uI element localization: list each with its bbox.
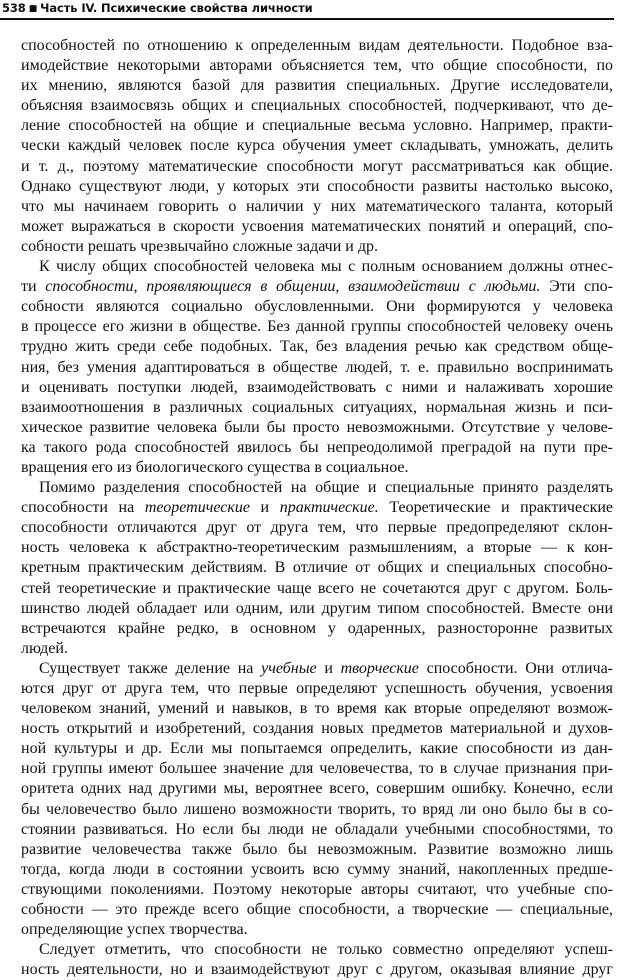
text-line: [21, 36, 613, 56]
text-line: [21, 438, 613, 458]
text-segment: может выражаться в скорости усвоения математических понятий и операций, спо-: [21, 217, 613, 235]
paragraph: [21, 478, 613, 659]
text-segment: собности являются социально обусловленными. Они формируются у человека: [21, 298, 613, 316]
text-segment: ния, без умения адаптироваться в обществе людей, т. е. правильно воспринимать: [21, 358, 613, 376]
text-line: [21, 217, 613, 237]
text-line: [21, 257, 613, 277]
text-line: [21, 237, 613, 257]
text-line: [21, 277, 613, 297]
text-segment: ти: [21, 278, 46, 296]
text-line: [21, 820, 613, 840]
text-line: [21, 136, 613, 156]
text-line: [21, 800, 613, 820]
text-line: [21, 639, 613, 659]
text-segment: определяющие успех творчества.: [21, 921, 248, 939]
text-line: [21, 960, 613, 980]
text-line: [21, 739, 613, 759]
text-line: [21, 56, 613, 76]
text-segment: Теоретические и практические: [378, 499, 613, 517]
italic-term: учебные: [261, 659, 317, 677]
text-line: [21, 659, 613, 679]
text-line: [21, 96, 613, 116]
text-segment: ка такого рода способностей явилось бы непреодолимой преградой на пути пре-: [21, 438, 613, 456]
text-line: [21, 599, 613, 619]
text-segment: чески каждый человек после курса обучения умеет складывать, умножать, делить: [21, 137, 613, 155]
text-line: [21, 378, 613, 398]
text-segment: ность открытий и изобретений, создания новых предметов материальной и духов-: [21, 720, 613, 738]
text-line: [21, 337, 613, 357]
text-line: [21, 76, 613, 96]
text-segment: их мнению, являются базой для развития специальных. Другие исследователи,: [21, 77, 613, 95]
text-segment: человеком знаний, умений и навыков, в то время как вторые определяют возмож-: [21, 700, 613, 718]
text-line: [21, 719, 613, 739]
text-line: [21, 197, 613, 217]
text-line: [21, 619, 613, 639]
text-line: [21, 458, 613, 478]
paragraph: [21, 36, 613, 257]
separator-square-icon: ■: [28, 4, 38, 14]
text-segment: Следует отметить, что способности не только совместно определяют успеш-: [39, 941, 613, 959]
text-segment: вращения его из биологического существа в социальное.: [21, 458, 409, 476]
text-line: [21, 157, 613, 177]
text-segment: Помимо разделения способностей на общие и специальные принято разделять: [39, 479, 613, 497]
text-segment: в процессе его жизни в обществе. Без данной группы способностей человеку очень: [21, 318, 613, 336]
paragraph: [21, 940, 613, 980]
text-segment: стоянии развиваться. Но если бы люди не обладали учебными способностями, то: [21, 820, 613, 838]
text-line: [21, 398, 613, 418]
paragraph: [21, 257, 613, 478]
text-line: [21, 779, 613, 799]
text-segment: кретным практическим действиям. В отличие от общих и специальных способно-: [21, 559, 613, 577]
header-rule: [0, 18, 614, 20]
text-segment: способности отличаются друг от друга тем, что первые предопределяют склон-: [21, 519, 613, 537]
text-segment: ной культуры и др. Если мы попытаемся определить, какие способности из дан-: [21, 740, 613, 758]
text-segment: взаимоотношения в различных социальных ситуациях, нормальная жизнь и пси-: [21, 398, 613, 416]
text-segment: Существует также деление на: [39, 659, 262, 677]
text-segment: тогда, когда люди в состоянии усвоить всю сумму знаний, накопленных предше-: [21, 860, 613, 878]
running-head: [2, 0, 614, 17]
text-segment: Эти спо-: [540, 278, 613, 296]
text-segment: оритета одних над другими мы, вероятнее всего, совершим ошибку. Конечно, если: [21, 780, 613, 798]
text-line: [21, 840, 613, 860]
part-title: Часть IV. Психические свойства личности: [40, 1, 313, 15]
text-segment: ность деятельности, но и взаимодействуют друг с другом, оказывая влияние друг: [21, 961, 613, 979]
italic-term: способности, проявляющиеся в общении, взаимодействии с людьми.: [45, 278, 541, 296]
text-segment: собности решать чрезвычайно сложные задачи и др.: [21, 237, 378, 255]
text-segment: ствующими поколениями. Поэтому некоторые авторы считают, что учебные спо-: [21, 880, 613, 898]
text-line: [21, 920, 613, 940]
text-segment: хическое развитие человека были бы просто невозможными. Отсутствие у челове-: [21, 418, 613, 436]
text-line: [21, 418, 613, 438]
text-segment: имодействие некоторыми авторами объясняется тем, что общие способности, по: [21, 57, 613, 75]
text-line: [21, 297, 613, 317]
text-segment: и: [316, 659, 341, 677]
text-segment: ление способностей на общие и специальные весьма условно. Например, практи-: [21, 117, 613, 135]
text-segment: ются друг от друга тем, что первые определяют успешность обучения, усвоения: [21, 680, 613, 697]
text-segment: трудно жить среди себе подобных. Так, без владения речью как средством обще-: [21, 338, 613, 356]
text-line: [21, 358, 613, 378]
text-segment: что мы начинаем говорить о наличии у них математического таланта, который: [21, 197, 613, 215]
text-segment: К числу общих способностей человека мы с полным основанием должны отнес-: [39, 258, 613, 276]
text-line: [21, 900, 613, 920]
text-line: [21, 317, 613, 337]
text-line: [21, 177, 613, 197]
text-segment: способностей по отношению к определенным видам деятельности. Подобное вза-: [21, 37, 613, 54]
text-line: [21, 860, 613, 880]
text-segment: объясняя взаимосвязь общих и специальных способностей, подчеркивают, что де-: [21, 97, 613, 115]
text-line: [21, 759, 613, 779]
text-line: [21, 558, 613, 578]
text-segment: способности. Они отлича-: [418, 659, 613, 677]
text-segment: способности на: [21, 499, 145, 517]
text-line: [21, 478, 613, 498]
text-segment: стей теоретические и практические чаще всего не сочетаются друг с другом. Боль-: [21, 579, 613, 597]
text-segment: и: [249, 499, 280, 517]
italic-term: теоретические: [144, 499, 250, 517]
text-segment: ной группы имеют большее значение для человечества, то в случае признания при-: [21, 760, 613, 778]
text-line: [21, 116, 613, 136]
page-number: 538: [2, 1, 26, 15]
text-line: [21, 679, 613, 699]
italic-term: практические.: [279, 499, 379, 517]
text-segment: и т. д., поэтому математические способности могут рассматриваться как общие.: [21, 157, 613, 175]
paragraph: [21, 659, 613, 940]
text-segment: собности — это прежде всего общие способности, а творческие — специальные,: [21, 901, 613, 919]
text-line: [21, 579, 613, 599]
text-line: [21, 498, 613, 518]
italic-term: творческие: [340, 659, 419, 677]
text-segment: людей.: [21, 639, 68, 657]
text-line: [21, 518, 613, 538]
text-segment: Однако существуют люди, у которых эти способности развиты настолько высоко,: [21, 177, 613, 195]
text-segment: шинство людей обладает или одним, или другим типом способностей. Вместе они: [21, 599, 613, 617]
body-text: [21, 36, 613, 980]
text-line: [21, 699, 613, 719]
text-segment: бы человечество было лишено возможности творить, то вряд ли оно было бы в со-: [21, 800, 613, 818]
text-segment: ность человека к абстрактно-теоретическим размышлениям, а вторые — к кон-: [21, 539, 613, 557]
text-line: [21, 880, 613, 900]
text-segment: развитие человечества также было бы невозможным. Развитие возможно лишь: [21, 840, 613, 858]
text-segment: встречаются крайне редко, в основном у одаренных, разносторонне развитых: [21, 619, 613, 637]
text-line: [21, 538, 613, 558]
text-line: [21, 940, 613, 960]
text-segment: и оценивать поступки людей, взаимодействовать с ними и налаживать хорошие: [21, 378, 613, 396]
